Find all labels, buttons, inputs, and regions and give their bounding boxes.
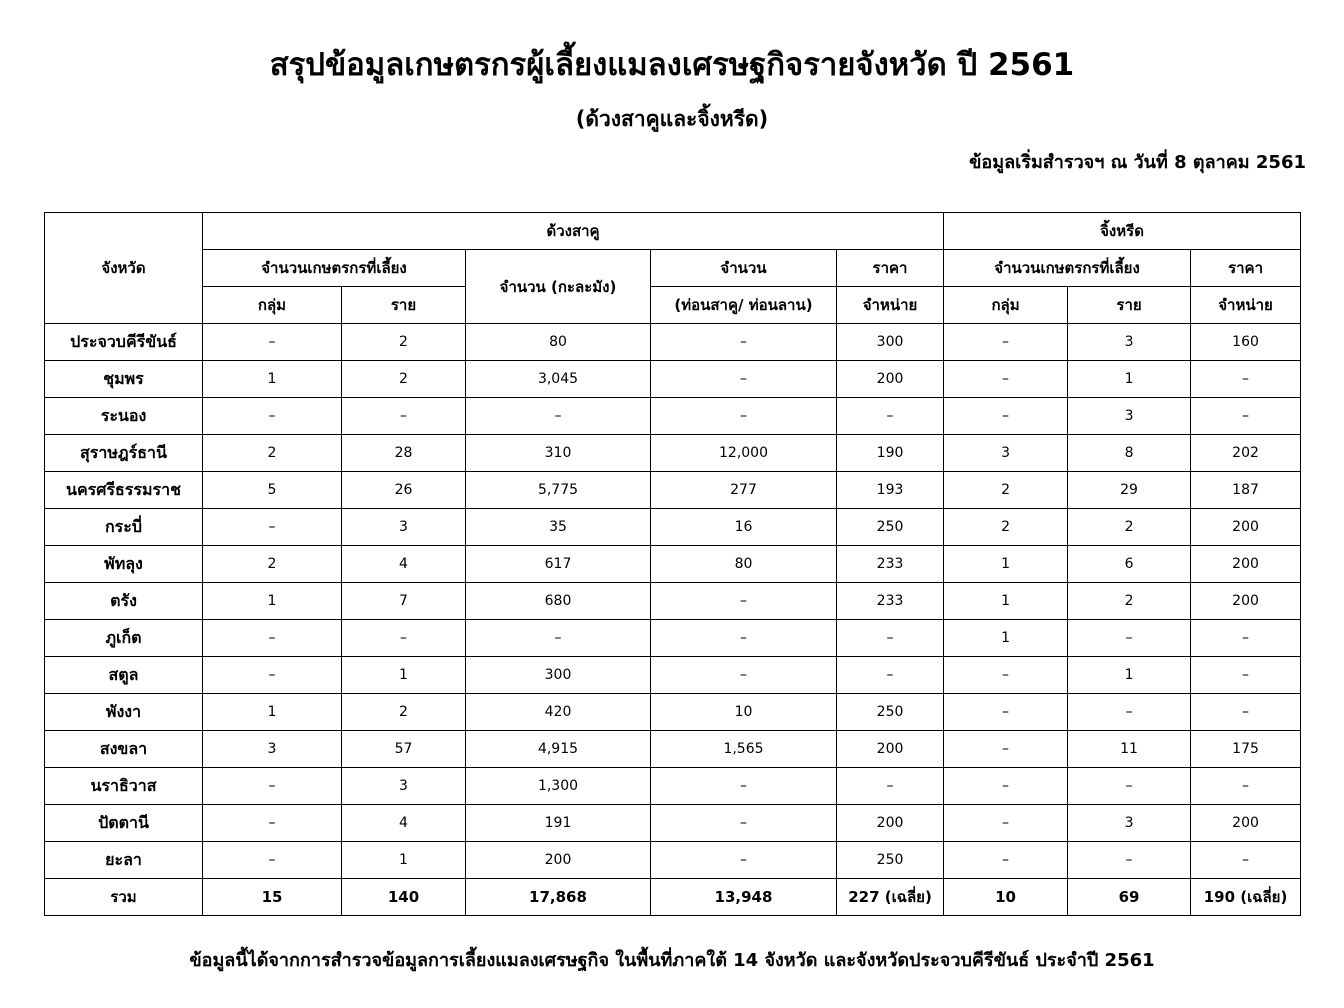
header-cricket-farmer-count: จำนวนเกษตรกรที่เลี้ยง xyxy=(944,250,1191,287)
table-row xyxy=(45,546,1301,583)
sago-price-cell: 190 xyxy=(837,435,944,472)
total-row xyxy=(45,879,1301,916)
sago-price-cell: – xyxy=(837,768,944,805)
cricket-group-cell: – xyxy=(944,768,1068,805)
sago-log-cell: 16 xyxy=(651,509,837,546)
header-cricket-price: ราคา xyxy=(1191,250,1301,287)
table-row xyxy=(45,435,1301,472)
header-sago-price: ราคา xyxy=(837,250,944,287)
sago-individual-cell: 3 xyxy=(342,768,466,805)
sago-price-cell: 200 xyxy=(837,805,944,842)
province-cell: สุราษฎร์ธานี xyxy=(45,435,203,472)
sago-group-cell: – xyxy=(203,509,342,546)
cricket-group-cell: – xyxy=(944,657,1068,694)
sago-basin-cell: 200 xyxy=(466,842,651,879)
header-cricket: จิ้งหรีด xyxy=(944,213,1301,250)
sago-basin-cell: – xyxy=(466,620,651,657)
sago-price-cell: 250 xyxy=(837,509,944,546)
sago-individual-cell: 2 xyxy=(342,694,466,731)
sago-group-cell: 1 xyxy=(203,583,342,620)
province-cell: ชุมพร xyxy=(45,361,203,398)
cricket-group-cell: 1 xyxy=(944,546,1068,583)
sago-basin-cell: 4,915 xyxy=(466,731,651,768)
sago-price-cell: – xyxy=(837,657,944,694)
sago-group-cell: 3 xyxy=(203,731,342,768)
cricket-group-cell: 2 xyxy=(944,472,1068,509)
sago-group-cell: – xyxy=(203,768,342,805)
table-row xyxy=(45,324,1301,361)
province-cell: ยะลา xyxy=(45,842,203,879)
page-title: สรุปข้อมูลเกษตรกรผู้เลี้ยงแมลงเศรษฐกิจรายจังหวัด ปี 2561 xyxy=(269,47,1075,83)
sago-log-cell: 1,565 xyxy=(651,731,837,768)
province-cell: สตูล xyxy=(45,657,203,694)
sago-individual-cell: 2 xyxy=(342,324,466,361)
cricket-group-cell: 1 xyxy=(944,620,1068,657)
cricket-individual-cell: – xyxy=(1068,694,1191,731)
sago-price-cell: 227 (เฉลี่ย) xyxy=(837,879,944,916)
sago-individual-cell: 28 xyxy=(342,435,466,472)
sago-basin-cell: 5,775 xyxy=(466,472,651,509)
sago-individual-cell: 2 xyxy=(342,361,466,398)
province-cell: ภูเก็ต xyxy=(45,620,203,657)
sago-log-cell: 80 xyxy=(651,546,837,583)
table-row xyxy=(45,398,1301,435)
sago-individual-cell: – xyxy=(342,398,466,435)
table-row xyxy=(45,842,1301,879)
province-cell: ตรัง xyxy=(45,583,203,620)
cricket-individual-cell: – xyxy=(1068,620,1191,657)
cricket-price-cell: – xyxy=(1191,842,1301,879)
province-cell: รวม xyxy=(45,879,203,916)
cricket-price-cell: – xyxy=(1191,768,1301,805)
cricket-group-cell: – xyxy=(944,694,1068,731)
table-row xyxy=(45,583,1301,620)
sago-basin-cell: 420 xyxy=(466,694,651,731)
page-subtitle: (ด้วงสาคูและจิ้งหรีด) xyxy=(575,107,769,131)
cricket-group-cell: 1 xyxy=(944,583,1068,620)
cricket-price-cell: 200 xyxy=(1191,546,1301,583)
cricket-price-cell: 175 xyxy=(1191,731,1301,768)
province-cell: กระบี่ xyxy=(45,509,203,546)
table-row xyxy=(45,805,1301,842)
sago-log-cell: – xyxy=(651,324,837,361)
sago-individual-cell: 3 xyxy=(342,509,466,546)
sago-group-cell: 2 xyxy=(203,435,342,472)
sago-log-cell: – xyxy=(651,398,837,435)
sago-individual-cell: 140 xyxy=(342,879,466,916)
sago-individual-cell: 4 xyxy=(342,805,466,842)
cricket-price-cell: 200 xyxy=(1191,583,1301,620)
cricket-group-cell: – xyxy=(944,805,1068,842)
sago-price-cell: 250 xyxy=(837,842,944,879)
footnote: ข้อมูลนี้ได้จากการสำรวจข้อมูลการเลี้ยงแมลงเศรษฐกิจ ในพื้นที่ภาคใต้ 14 จังหวัด และจังหวัดประจวบคีรีขันธ์ ประจำปี 2561 xyxy=(189,950,1155,971)
sago-individual-cell: 57 xyxy=(342,731,466,768)
sago-basin-cell: 17,868 xyxy=(466,879,651,916)
sago-group-cell: 15 xyxy=(203,879,342,916)
cricket-individual-cell: 3 xyxy=(1068,805,1191,842)
cricket-individual-cell: 2 xyxy=(1068,509,1191,546)
cricket-price-cell: 187 xyxy=(1191,472,1301,509)
sago-basin-cell: 310 xyxy=(466,435,651,472)
header-sago-price-sell: จำหน่าย xyxy=(837,287,944,324)
sago-basin-cell: – xyxy=(466,398,651,435)
header-sago-log-count: จำนวน xyxy=(651,250,837,287)
province-cell: ระนอง xyxy=(45,398,203,435)
sago-individual-cell: 1 xyxy=(342,842,466,879)
table-header xyxy=(45,213,1301,324)
cricket-price-cell: – xyxy=(1191,620,1301,657)
sago-basin-cell: 35 xyxy=(466,509,651,546)
sago-log-cell: – xyxy=(651,842,837,879)
sago-group-cell: 2 xyxy=(203,546,342,583)
header-sago-individual: ราย xyxy=(342,287,466,324)
cricket-individual-cell: 29 xyxy=(1068,472,1191,509)
sago-log-cell: – xyxy=(651,620,837,657)
insect-farmer-table xyxy=(44,212,1301,916)
sago-price-cell: 193 xyxy=(837,472,944,509)
cricket-group-cell: 3 xyxy=(944,435,1068,472)
cricket-individual-cell: – xyxy=(1068,768,1191,805)
cricket-individual-cell: 2 xyxy=(1068,583,1191,620)
table-row xyxy=(45,657,1301,694)
sago-log-cell: 277 xyxy=(651,472,837,509)
header-sago-group: กลุ่ม xyxy=(203,287,342,324)
header-sago-log-unit: (ท่อนสาคู/ ท่อนลาน) xyxy=(651,287,837,324)
cricket-group-cell: – xyxy=(944,361,1068,398)
cricket-individual-cell: 6 xyxy=(1068,546,1191,583)
sago-price-cell: 300 xyxy=(837,324,944,361)
sago-basin-cell: 300 xyxy=(466,657,651,694)
cricket-group-cell: – xyxy=(944,398,1068,435)
cricket-price-cell: 200 xyxy=(1191,509,1301,546)
sago-group-cell: – xyxy=(203,620,342,657)
sago-log-cell: – xyxy=(651,361,837,398)
sago-price-cell: 200 xyxy=(837,731,944,768)
sago-basin-cell: 617 xyxy=(466,546,651,583)
cricket-price-cell: 200 xyxy=(1191,805,1301,842)
sago-individual-cell: 26 xyxy=(342,472,466,509)
province-cell: สงขลา xyxy=(45,731,203,768)
cricket-price-cell: – xyxy=(1191,398,1301,435)
header-sago-weevil: ด้วงสาคู xyxy=(203,213,944,250)
cricket-individual-cell: – xyxy=(1068,842,1191,879)
sago-log-cell: – xyxy=(651,768,837,805)
sago-basin-cell: 80 xyxy=(466,324,651,361)
sago-group-cell: 5 xyxy=(203,472,342,509)
cricket-price-cell: 190 (เฉลี่ย) xyxy=(1191,879,1301,916)
sago-price-cell: 233 xyxy=(837,583,944,620)
table-row xyxy=(45,472,1301,509)
sago-log-cell: 12,000 xyxy=(651,435,837,472)
header-province: จังหวัด xyxy=(45,213,203,324)
table-row xyxy=(45,361,1301,398)
sago-price-cell: 233 xyxy=(837,546,944,583)
cricket-price-cell: 202 xyxy=(1191,435,1301,472)
cricket-price-cell: – xyxy=(1191,361,1301,398)
header-cricket-individual: ราย xyxy=(1068,287,1191,324)
table-row xyxy=(45,509,1301,546)
sago-individual-cell: 7 xyxy=(342,583,466,620)
cricket-price-cell: 160 xyxy=(1191,324,1301,361)
province-cell: ปัตตานี xyxy=(45,805,203,842)
cricket-individual-cell: 69 xyxy=(1068,879,1191,916)
sago-price-cell: 200 xyxy=(837,361,944,398)
province-cell: นครศรีธรรมราช xyxy=(45,472,203,509)
header-sago-basin-count: จำนวน (กะละมัง) xyxy=(466,250,651,324)
sago-basin-cell: 680 xyxy=(466,583,651,620)
sago-log-cell: – xyxy=(651,805,837,842)
sago-price-cell: – xyxy=(837,398,944,435)
province-cell: พัทลุง xyxy=(45,546,203,583)
sago-log-cell: 10 xyxy=(651,694,837,731)
sago-log-cell: – xyxy=(651,583,837,620)
sago-price-cell: 250 xyxy=(837,694,944,731)
sago-group-cell: – xyxy=(203,805,342,842)
cricket-individual-cell: 11 xyxy=(1068,731,1191,768)
province-cell: พังงา xyxy=(45,694,203,731)
cricket-price-cell: – xyxy=(1191,657,1301,694)
sago-basin-cell: 191 xyxy=(466,805,651,842)
sago-group-cell: – xyxy=(203,398,342,435)
header-sago-farmer-count: จำนวนเกษตรกรที่เลี้ยง xyxy=(203,250,466,287)
sago-group-cell: – xyxy=(203,842,342,879)
cricket-price-cell: – xyxy=(1191,694,1301,731)
table-body xyxy=(45,324,1301,916)
cricket-group-cell: 10 xyxy=(944,879,1068,916)
sago-individual-cell: – xyxy=(342,620,466,657)
cricket-group-cell: – xyxy=(944,324,1068,361)
province-cell: ประจวบคีรีขันธ์ xyxy=(45,324,203,361)
sago-individual-cell: 1 xyxy=(342,657,466,694)
cricket-individual-cell: 8 xyxy=(1068,435,1191,472)
sago-price-cell: – xyxy=(837,620,944,657)
table-row xyxy=(45,731,1301,768)
sago-individual-cell: 4 xyxy=(342,546,466,583)
sago-log-cell: – xyxy=(651,657,837,694)
sago-log-cell: 13,948 xyxy=(651,879,837,916)
cricket-group-cell: – xyxy=(944,842,1068,879)
table-row xyxy=(45,694,1301,731)
survey-date: ข้อมูลเริ่มสำรวจฯ ณ วันที่ 8 ตุลาคม 2561 xyxy=(969,152,1306,173)
sago-basin-cell: 3,045 xyxy=(466,361,651,398)
header-cricket-price-sell: จำหน่าย xyxy=(1191,287,1301,324)
cricket-individual-cell: 3 xyxy=(1068,324,1191,361)
sago-group-cell: 1 xyxy=(203,361,342,398)
cricket-individual-cell: 1 xyxy=(1068,657,1191,694)
cricket-group-cell: – xyxy=(944,731,1068,768)
sago-group-cell: – xyxy=(203,657,342,694)
sago-group-cell: – xyxy=(203,324,342,361)
sago-basin-cell: 1,300 xyxy=(466,768,651,805)
header-cricket-group: กลุ่ม xyxy=(944,287,1068,324)
cricket-individual-cell: 1 xyxy=(1068,361,1191,398)
table-row xyxy=(45,620,1301,657)
province-cell: นราธิวาส xyxy=(45,768,203,805)
sago-group-cell: 1 xyxy=(203,694,342,731)
cricket-individual-cell: 3 xyxy=(1068,398,1191,435)
cricket-group-cell: 2 xyxy=(944,509,1068,546)
table-row xyxy=(45,768,1301,805)
